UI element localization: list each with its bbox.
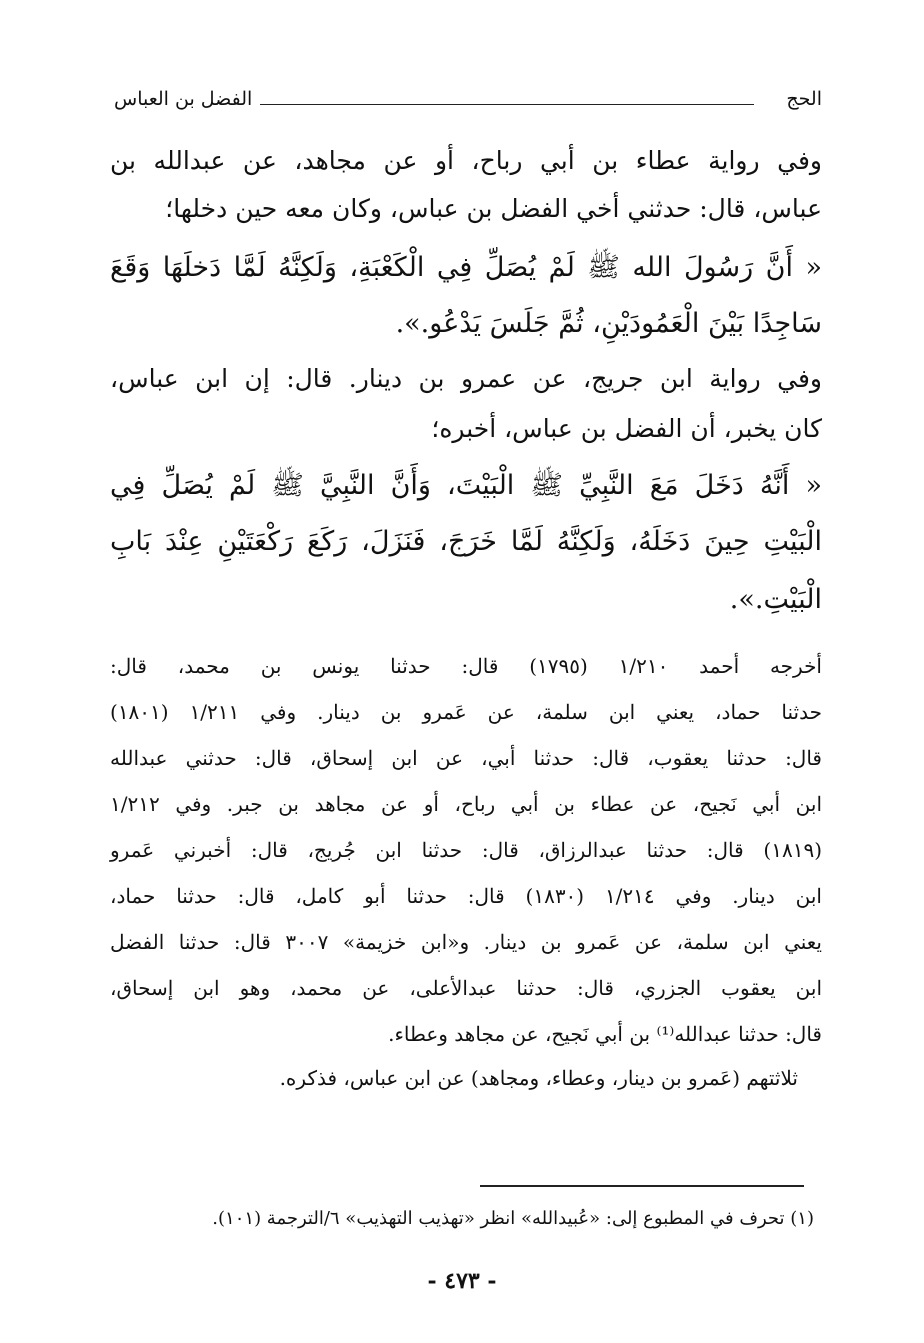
text-line: سَاجِدًا بَيْنَ الْعَمُودَيْنِ، ثُمَّ جَلَسَ يَدْعُو.».: [395, 308, 822, 339]
text-line: أخرجه أحمد ١/٢١٠ (١٧٩٥) قال: حدثنا يونس بن محمد، قال:: [110, 654, 822, 678]
text-line: ابن أبي نَجيح، عن عطاء بن أبي رباح، أو عن مجاهد بن جبر. وفي ١/٢١٢: [110, 792, 822, 816]
summary-paragraph: [110, 1066, 822, 1102]
text-line: ابن دينار. وفي ١/٢١٤ (١٨٣٠) قال: حدثنا أبو كامل، قال: حدثنا حماد،: [110, 884, 822, 908]
text-line: ثلاثتهم (عَمرو بن دينار، وعطاء، ومجاهد) عن ابن عباس، فذكره.: [279, 1066, 798, 1090]
page-number: - ٤٧٣ -: [427, 1268, 497, 1294]
text-line: وفي رواية ابن جريج، عن عمرو بن دينار. قال: إن ابن عباس،: [110, 364, 822, 393]
paragraph-ibn-jurayj-narration: [110, 364, 822, 454]
text-line: يعني ابن سلمة، عن عَمرو بن دينار. و«ابن خزيمة» ٣٠٠٧ قال: حدثنا الفضل: [110, 930, 822, 954]
text-line: « أَنَّ رَسُولَ الله ﷺ لَمْ يُصَلِّ فِي الْكَعْبَةِ، وَلَكِنَّهُ لَمَّا دَخلَهَا وَقَعَ: [110, 252, 822, 283]
footnote: (١) تحرف في المطبوع إلى: «عُبيدالله» انظر «تهذيب التهذيب» ٦/الترجمة (١٠١).: [212, 1208, 814, 1229]
text-line: عباس، قال: حدثني أخي الفضل بن عباس، وكان معه حين دخلها؛: [165, 194, 822, 223]
text-line: الْبَيْتِ حِينَ دَخَلَهُ، وَلَكِنَّهُ لَمَّا خَرَجَ، فَنَزَلَ، رَكَعَ رَكْعَتَيْنِ عِنْدَ بَابِ: [110, 526, 822, 557]
text-line: قال: حدثنا عبدالله⁽¹⁾ بن أبي نَجيح، عن مجاهد وعطاء.: [388, 1022, 822, 1046]
text-line: كان يخبر، أن الفضل بن عباس، أخبره؛: [431, 414, 822, 443]
text-line: وفي رواية عطاء بن أبي رباح، أو عن مجاهد، عن عبدالله بن: [110, 146, 822, 175]
section-title: الفضل بن العباس: [114, 88, 253, 110]
footnote-rule: [480, 1185, 804, 1187]
hadith-quote-1: [110, 250, 822, 350]
text-line: الْبَيْتِ.».: [729, 584, 822, 615]
paragraph-ata-narration: [110, 146, 822, 236]
text-line: حدثنا حماد، يعني ابن سلمة، عن عَمرو بن دينار. وفي ١/٢١١ (١٨٠١): [110, 700, 822, 724]
text-line: قال: حدثنا يعقوب، قال: حدثنا أبي، عن ابن إسحاق، قال: حدثني عبدالله: [110, 746, 822, 770]
text-line: (١٨١٩) قال: حدثنا عبدالرزاق، قال: حدثنا ابن جُريج، قال: أخبرني عَمرو: [110, 838, 822, 862]
text-line: ابن يعقوب الجزري، قال: حدثنا عبدالأعلى، عن محمد، وهو ابن إسحاق،: [110, 976, 822, 1000]
running-header: [110, 88, 822, 118]
header-rule: [260, 104, 754, 105]
chapter-title: الحج: [786, 88, 822, 110]
takhrij-paragraph: [110, 654, 822, 1054]
text-line: « أَنَّهُ دَخَلَ مَعَ النَّبِيِّ ﷺ الْبَيْتَ، وَأَنَّ النَّبِيَّ ﷺ لَمْ يُصَلِّ فِي: [110, 470, 822, 501]
hadith-quote-2: [110, 468, 822, 638]
